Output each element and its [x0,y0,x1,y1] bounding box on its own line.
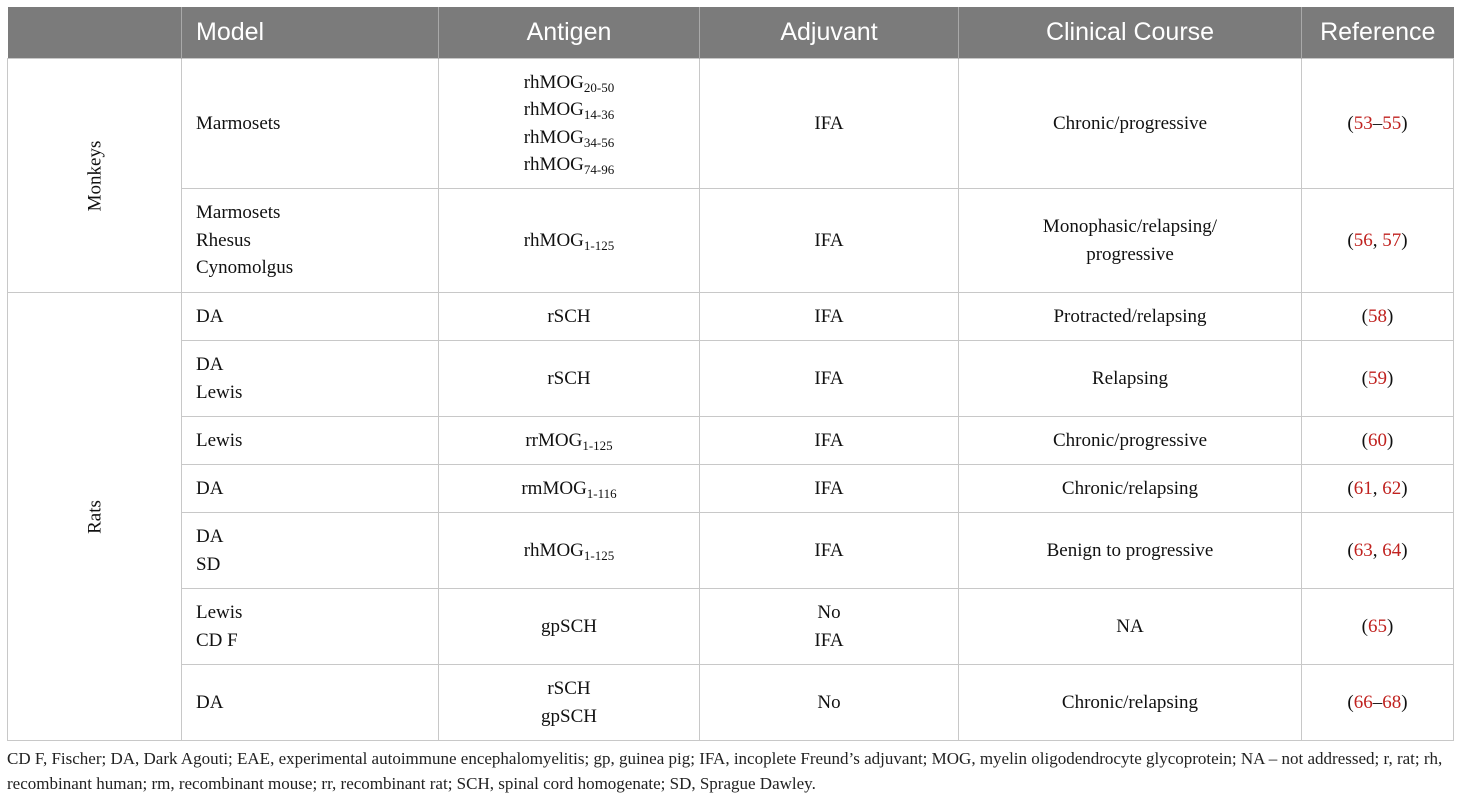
table-row [8,293,1454,341]
header-antigen: Antigen [439,7,700,59]
adjuvant-cell [700,293,959,341]
reference-cell [1302,341,1454,417]
table-row [8,59,1454,189]
reference-cell [1302,665,1454,741]
model-cell [182,189,439,293]
model-cell [182,589,439,665]
reference-punct: ( [1347,477,1354,499]
reference-link[interactable]: 55 [1382,112,1402,134]
reference-cell [1302,589,1454,665]
model-cell [182,59,439,189]
adjuvant-line: IFA [814,629,844,651]
reference-punct: , [1372,539,1383,561]
course-line: Chronic/progressive [1052,112,1208,134]
reference-punct: ( [1347,229,1354,251]
table-header [8,7,1454,59]
adjuvant-cell [700,513,959,589]
model-line: DA [196,526,224,547]
clinical-course-cell [959,59,1302,189]
clinical-course-cell [959,341,1302,417]
reference-link[interactable]: 53 [1353,112,1373,134]
table-row [8,417,1454,465]
model-cell [182,465,439,513]
model-line: Marmosets [196,112,281,134]
antigen-line: rhMOG$_{1-125}$ [523,229,615,253]
table-row [8,589,1454,665]
model-cell [182,417,439,465]
reference-punct: ) [1387,305,1394,327]
course-line: NA [1116,615,1144,637]
model-line: SD [196,553,221,575]
adjuvant-line: IFA [814,367,844,389]
antigen-subscript: 20-50 [583,79,615,95]
course-line: Benign to progressive [1046,539,1214,561]
antigen-subscript: 1-125 [583,237,615,253]
reference-punct: ) [1401,691,1408,713]
table-figure [7,7,1453,796]
header-group-cell [8,7,182,59]
reference-link[interactable]: 65 [1368,615,1387,637]
antigen-cell [439,341,700,417]
adjuvant-line: IFA [814,477,844,499]
adjuvant-line: IFA [814,305,844,327]
course-line: progressive [1086,243,1174,265]
reference-cell [1302,417,1454,465]
reference-link[interactable]: 64 [1382,539,1402,561]
model-line: CD F [196,629,238,651]
antigen-cell [439,417,700,465]
course-line: Protracted/relapsing [1053,305,1207,327]
table-row [8,189,1454,293]
adjuvant-line: IFA [814,539,844,561]
adjuvant-line: No [817,602,841,623]
adjuvant-line: IFA [814,112,844,134]
table-row [8,465,1454,513]
header-clinical-course: Clinical Course [959,7,1302,59]
model-line: DA [196,354,224,375]
table-row [8,665,1454,741]
adjuvant-cell [700,465,959,513]
reference-punct: ) [1401,112,1408,134]
adjuvant-cell [700,59,959,189]
antigen-subscript: 1-125 [582,437,613,453]
reference-link[interactable]: 59 [1368,367,1387,389]
reference-link[interactable]: 66 [1353,691,1373,713]
antigen-line: gpSCH [541,705,597,727]
antigen-cell [439,293,700,341]
model-cell [182,513,439,589]
course-line: Chronic/progressive [1052,429,1208,451]
antigen-cell [439,59,700,189]
course-line: Chronic/relapsing [1061,691,1199,713]
reference-punct: ( [1347,112,1354,134]
table-row [8,341,1454,417]
table-footnote: CD F, Fischer; DA, Dark Agouti; EAE, experimental autoimmune encephalomyelitis; gp, guinea pig; IFA, incoplete Freund’s adjuvant; MOG, myelin oligodendrocyte glycoprotein; NA – not addressed; r, rat; rh, recombinant human; rm, recombinant mouse; rr, recombinant rat; SCH, spinal cord homogenate; SD, Sprague Dawley. [7,749,1443,793]
antigen-cell [439,589,700,665]
clinical-course-cell [959,465,1302,513]
table-body [8,59,1454,741]
antigen-subscript: 1-125 [583,547,615,563]
model-cell [182,665,439,741]
antigen-line: rhMOG$_{74-96}$ [523,154,615,177]
antigen-cell [439,465,700,513]
reference-punct: ( [1361,429,1368,451]
clinical-course-cell [959,189,1302,293]
clinical-course-cell [959,589,1302,665]
antigen-subscript: 1-116 [586,485,617,501]
model-line: Lewis [196,381,243,403]
adjuvant-cell [700,589,959,665]
reference-punct: – [1372,691,1383,713]
reference-link[interactable]: 60 [1368,429,1387,451]
reference-punct: ( [1361,305,1368,327]
reference-cell [1302,465,1454,513]
data-table [7,7,1454,741]
reference-punct: ( [1347,691,1354,713]
reference-cell [1302,59,1454,189]
group-label: Rats [83,499,105,534]
adjuvant-cell [700,189,959,293]
adjuvant-line: IFA [814,229,844,251]
antigen-cell [439,513,700,589]
reference-punct: ) [1387,615,1394,637]
model-cell [182,341,439,417]
reference-link[interactable]: 63 [1353,539,1373,561]
reference-cell [1302,293,1454,341]
antigen-line: gpSCH [541,615,597,637]
antigen-line: rhMOG$_{1-125}$ [523,539,615,563]
clinical-course-cell [959,417,1302,465]
model-line: Cynomolgus [196,257,294,279]
reference-punct: ( [1347,539,1354,561]
antigen-line: rhMOG$_{14-36}$ [523,99,615,122]
header-row [8,7,1454,59]
model-line: Lewis [196,429,243,451]
header-reference: Reference [1302,7,1454,59]
group-label-cell [8,59,182,293]
reference-link[interactable]: 57 [1382,229,1402,251]
course-line: Relapsing [1092,367,1168,389]
header-adjuvant: Adjuvant [700,7,959,59]
reference-cell [1302,189,1454,293]
antigen-line: rmMOG$_{1-116}$ [521,477,617,501]
antigen-subscript: 14-36 [583,107,615,122]
antigen-line: rrMOG$_{1-125}$ [525,429,613,453]
table-row [8,513,1454,589]
antigen-line: rhMOG$_{20-50}$ [523,71,615,95]
reference-punct: ) [1387,429,1394,451]
reference-cell [1302,513,1454,589]
clinical-course-cell [959,665,1302,741]
reference-punct: ( [1361,615,1368,637]
group-label: Monkeys [83,140,105,211]
antigen-subscript: 34-56 [583,134,615,150]
group-label-cell [8,293,182,741]
reference-punct: ) [1401,539,1408,561]
adjuvant-cell [700,665,959,741]
model-line: Marmosets [196,202,281,224]
reference-punct: , [1372,477,1383,499]
course-line: Monophasic/relapsing/ [1042,216,1218,237]
adjuvant-line: IFA [814,429,844,451]
model-line: DA [196,691,224,713]
antigen-cell [439,189,700,293]
antigen-cell [439,665,700,741]
antigen-line: rSCH [547,367,591,389]
reference-link[interactable]: 61 [1353,477,1373,499]
antigen-line: rSCH [547,305,591,327]
reference-punct: ) [1401,229,1408,251]
model-line: DA [196,305,224,327]
adjuvant-cell [700,417,959,465]
reference-punct: ) [1401,477,1408,499]
model-line: Lewis [196,602,243,623]
antigen-subscript: 74-96 [583,162,615,177]
clinical-course-cell [959,513,1302,589]
reference-link[interactable]: 56 [1353,229,1373,251]
antigen-line: rSCH [547,678,591,699]
clinical-course-cell [959,293,1302,341]
reference-punct: , [1372,229,1383,251]
reference-punct: – [1372,112,1383,134]
adjuvant-cell [700,341,959,417]
reference-link[interactable]: 62 [1382,477,1402,499]
adjuvant-line: No [817,691,841,713]
reference-punct: ) [1387,367,1394,389]
antigen-line: rhMOG$_{34-56}$ [523,126,615,150]
reference-link[interactable]: 58 [1368,305,1387,327]
model-line: Rhesus [196,229,251,251]
reference-link[interactable]: 68 [1382,691,1402,713]
header-model: Model [182,7,439,59]
model-cell [182,293,439,341]
reference-punct: ( [1361,367,1368,389]
course-line: Chronic/relapsing [1061,477,1199,499]
model-line: DA [196,477,224,499]
